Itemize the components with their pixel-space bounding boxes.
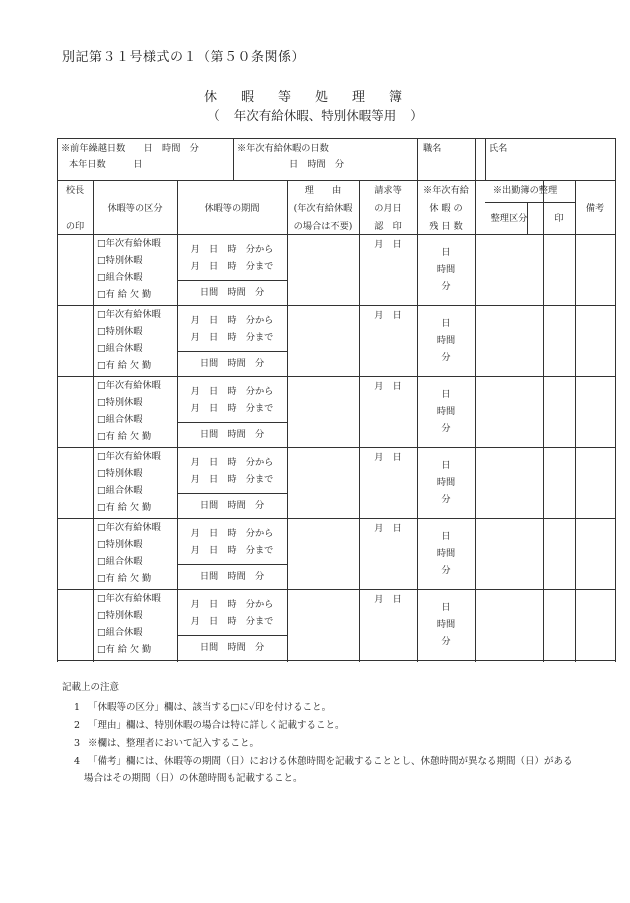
remaining-minute: 分 [441, 281, 451, 292]
note-number: 1 [74, 702, 81, 713]
period-total: 日間 時間 分 [199, 642, 265, 653]
period-to: 月 日 時 分まで [190, 332, 274, 343]
request-header-1: 請求等 [374, 185, 402, 196]
remaining-header-3: 残 日 数 [429, 221, 463, 232]
table-left-border [57, 138, 58, 662]
leave-period-header: 休暇等の期間 [204, 203, 260, 214]
leave-type-option: □年次有給休暇 [97, 380, 161, 391]
period-total: 日間 時間 分 [199, 287, 265, 298]
period-total: 日間 時間 分 [199, 429, 265, 440]
period-total: 日間 時間 分 [199, 571, 265, 582]
remaining-minute: 分 [441, 352, 451, 363]
period-to: 月 日 時 分まで [190, 474, 274, 485]
note-text: 「備考」欄には、休暇等の期間（日）における休憩時間を記載することとし、休憩時間が異なる期間（日）がある [88, 756, 573, 767]
leave-type-option: □有 給 欠 勤 [97, 573, 152, 584]
period-sub-divider [177, 422, 287, 423]
leave-type-option: □特別休暇 [97, 326, 143, 337]
remaining-hour: 時間 [436, 477, 456, 488]
leave-type-option: □組合休暇 [97, 414, 143, 425]
period-from: 月 日 時 分から [190, 457, 274, 468]
leave-type-option: □年次有給休暇 [97, 522, 161, 533]
remaining-minute: 分 [441, 636, 451, 647]
period-sub-divider [177, 635, 287, 636]
document-subtitle [0, 106, 630, 124]
leave-type-option: □特別休暇 [97, 397, 143, 408]
period-from: 月 日 時 分から [190, 315, 274, 326]
request-date: 月 日 [374, 239, 402, 250]
note-item [74, 757, 573, 767]
seal-col-line [575, 202, 576, 662]
remaining-header-1: ※年次有給 [423, 185, 469, 196]
period-total: 日間 時間 分 [199, 500, 265, 511]
note-text: 「休暇等の区分」欄は、該当する□に✓印を付けること。 [88, 702, 332, 713]
remaining-day: 日 [441, 602, 451, 613]
row-divider [57, 589, 616, 590]
note-number: 2 [74, 720, 81, 731]
attendance-category-header: 整理区分 [490, 213, 528, 224]
remaining-day: 日 [441, 389, 451, 400]
subtitle-close-paren: ） [410, 108, 423, 123]
row-divider [57, 447, 616, 448]
remaining-hour: 時間 [436, 335, 456, 346]
header-vline [233, 138, 234, 180]
request-col-line [417, 138, 418, 662]
name-label: 氏名 [489, 143, 508, 154]
job-title-label: 職名 [423, 143, 442, 154]
remaining-day: 日 [441, 247, 451, 258]
leave-type-option: □年次有給休暇 [97, 451, 161, 462]
note-item [74, 721, 345, 731]
request-header-2: の月日 [374, 203, 402, 214]
principal-seal-label: の印 [65, 221, 85, 232]
remaining-header-2: 休 暇 の [429, 203, 463, 214]
document-title: 休暇等処理簿 [203, 90, 426, 105]
row-divider [57, 376, 616, 377]
reason-note-2: の場合は不要) [293, 221, 353, 232]
leave-type-option: □年次有給休暇 [97, 593, 161, 604]
header-divider [57, 180, 616, 181]
remaining-day: 日 [441, 460, 451, 471]
leave-type-option: □有 給 欠 勤 [97, 289, 152, 300]
this-year-days: 本年日数 日 [69, 159, 143, 170]
leave-type-option: □特別休暇 [97, 468, 143, 479]
row-divider [57, 518, 616, 519]
leave-type-option: □有 給 欠 勤 [97, 644, 152, 655]
remarks-header: 備考 [585, 203, 605, 214]
leave-type-option: □組合休暇 [97, 556, 143, 567]
note-text: ※欄は、整理者において記入すること。 [88, 738, 260, 749]
note-text: 「理由」欄は、特別休暇の場合は特に詳しく記載すること。 [88, 720, 345, 731]
attendance-sub-divider [485, 202, 575, 203]
notes-title: 記載上の注意 [62, 682, 120, 693]
note-continuation: 場合はその期間（日）の休憩時間も記載すること。 [84, 773, 303, 784]
period-sub-divider [177, 280, 287, 281]
period-sub-divider [177, 493, 287, 494]
leave-type-option: □組合休暇 [97, 343, 143, 354]
note-number: 4 [74, 756, 81, 767]
request-date: 月 日 [374, 594, 402, 605]
row-divider [57, 305, 616, 306]
row-divider [57, 660, 616, 661]
remaining-minute: 分 [441, 494, 451, 505]
remaining-minute: 分 [441, 423, 451, 434]
subtitle-text: 年次有給休暇、特別休暇等用 [233, 108, 397, 123]
table-top-border [57, 138, 616, 139]
note-item [74, 703, 331, 713]
header-name-line [485, 138, 486, 180]
remaining-day: 日 [441, 318, 451, 329]
remaining-hour: 時間 [436, 264, 456, 275]
period-sub-divider [177, 564, 287, 565]
leave-type-option: □年次有給休暇 [97, 309, 161, 320]
reason-note-1: (年次有給休暇 [293, 203, 353, 214]
prev-year-days: ※前年繰越日数 日 時間 分 [61, 143, 199, 154]
period-to: 月 日 時 分まで [190, 545, 274, 556]
leave-type-option: □有 給 欠 勤 [97, 431, 152, 442]
request-header-3: 認 印 [374, 221, 402, 232]
remaining-hour: 時間 [436, 548, 456, 559]
reason-header: 理 由 [304, 185, 342, 196]
request-date: 月 日 [374, 523, 402, 534]
period-to: 月 日 時 分まで [190, 261, 274, 272]
period-from: 月 日 時 分から [190, 528, 274, 539]
note-number: 3 [74, 738, 81, 749]
remaining-hour: 時間 [436, 619, 456, 630]
leave-type-option: □組合休暇 [97, 485, 143, 496]
leave-type-option: □特別休暇 [97, 610, 143, 621]
table-right-border [615, 138, 616, 662]
request-date: 月 日 [374, 310, 402, 321]
request-date: 月 日 [374, 381, 402, 392]
leave-record-table [57, 138, 616, 662]
column-header-bottom [57, 234, 616, 235]
attendance-cat-line [543, 202, 544, 662]
leave-type-option: □組合休暇 [97, 272, 143, 283]
period-to: 月 日 時 分まで [190, 616, 274, 627]
remaining-minute: 分 [441, 565, 451, 576]
leave-type-option: □特別休暇 [97, 539, 143, 550]
attendance-seal-header: 印 [554, 213, 564, 224]
leave-type-option: □有 給 欠 勤 [97, 360, 152, 371]
period-from: 月 日 時 分から [190, 386, 274, 397]
leave-type-option: □特別休暇 [97, 255, 143, 266]
leave-type-header: 休暇等の区分 [107, 203, 163, 214]
remaining-hour: 時間 [436, 406, 456, 417]
form-reference: 別記第３１号様式の１（第５０条関係） [62, 50, 306, 65]
period-sub-divider [177, 351, 287, 352]
period-to: 月 日 時 分まで [190, 403, 274, 414]
annual-leave-days-label: ※年次有給休暇の日数 [237, 143, 329, 154]
attendance-header: ※出勤簿の整理 [492, 185, 558, 196]
principal-label: 校長 [65, 185, 85, 196]
annual-leave-days-value: 日 時間 分 [289, 159, 345, 170]
leave-type-option: □年次有給休暇 [97, 238, 161, 249]
leave-type-option: □組合休暇 [97, 627, 143, 638]
subtitle-open-paren: （ [207, 108, 220, 123]
note-item [74, 739, 259, 749]
period-total: 日間 時間 分 [199, 358, 265, 369]
period-from: 月 日 時 分から [190, 599, 274, 610]
leave-type-option: □有 給 欠 勤 [97, 502, 152, 513]
request-date: 月 日 [374, 452, 402, 463]
remaining-day: 日 [441, 531, 451, 542]
period-from: 月 日 時 分から [190, 244, 274, 255]
